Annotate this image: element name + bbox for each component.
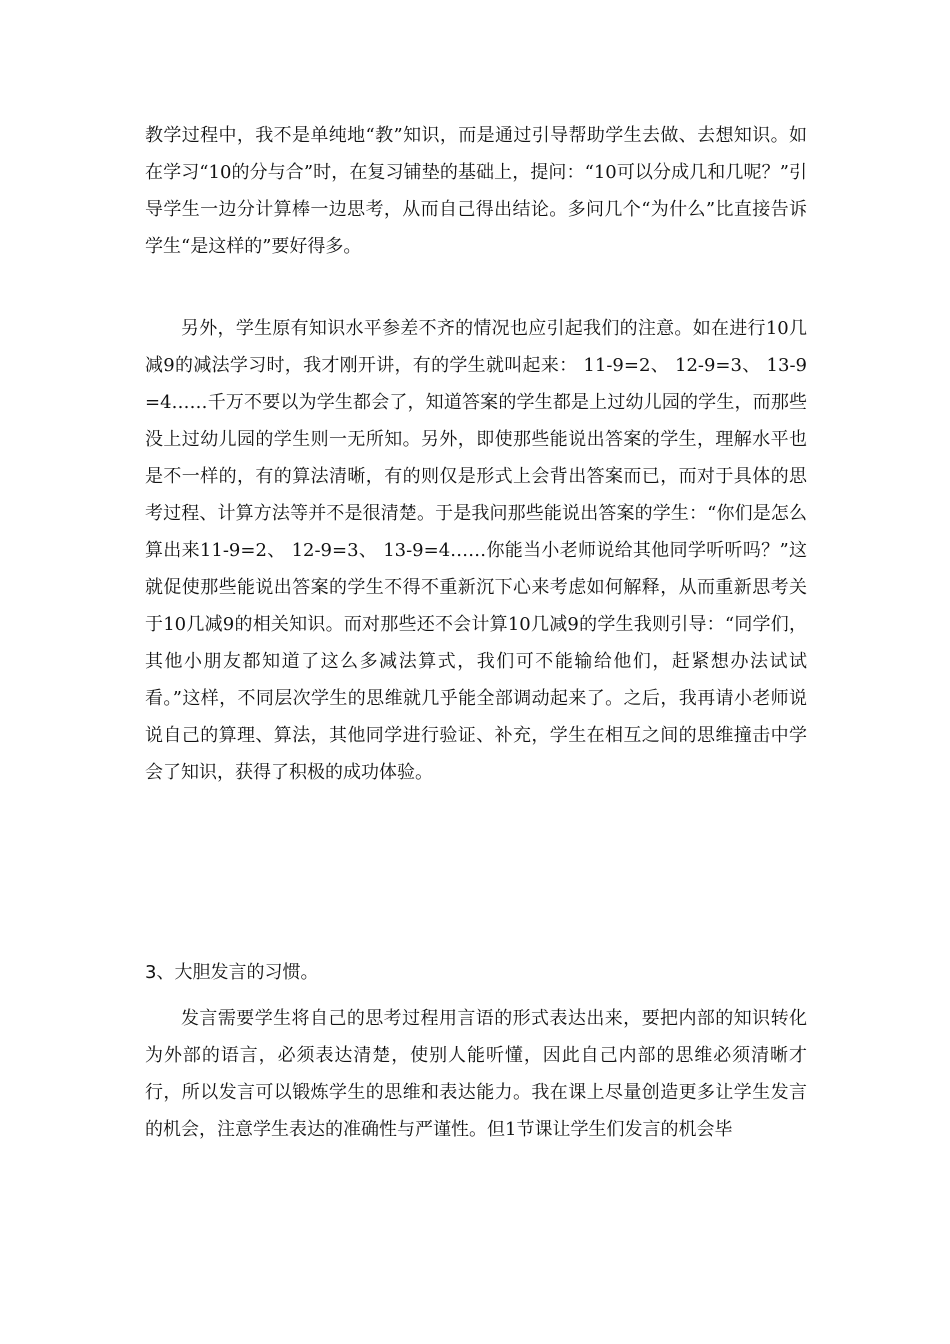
- paragraph-uneven-knowledge: 另外，学生原有知识水平参差不齐的情况也应引起我们的注意。如在进行10几减9的减法学习时，我才刚开讲，有的学生就叫起来： 11-9=2、 12-9=3、 13-9=4……千万不要以为学生都会了，知道答案的学生都是上过幼儿园的学生，而那些没上过幼儿园的学生则一无所知。另外，即使那些能说出答案的学生，理解水平也是不一样的，有的算法清晰，有的则仅是形式上会背出答案而已，而对于具体的思考过程、计算方法等并不是很清楚。于是我问那些能说出答案的学生：“你们是怎么算出来11-9=2、 12-9=3、 13-9=4……你能当小老师说给其他同学听听吗？”这就促使那些能说出答案的学生不得不重新沉下心来考虑如何解释，从而重新思考关于10几减9的相关知识。而对那些还不会计算10几减9的学生我则引导：“同学们，其他小朋友都知道了这么多减法算式，我们可不能输给他们，赶紧想办法试试看。”这样，不同层次学生的思维就几乎能全部调动起来了。之后，我再请小老师说说自己的算理、算法，其他同学进行验证、补充，学生在相互之间的思维撞击中学会了知识，获得了积极的成功体验。: [145, 318, 807, 783]
- paragraph-speaking-habit: 发言需要学生将自己的思考过程用言语的形式表达出来，要把内部的知识转化为外部的语言，必须表达清楚，使别人能听懂，因此自己内部的思维必须清晰才行，所以发言可以锻炼学生的思维和表达能力。我在课上尽量创造更多让学生发言的机会，注意学生表达的准确性与严谨性。但1节课让学生们发言的机会毕: [145, 1008, 807, 1140]
- paragraph-teaching-process: 教学过程中，我不是单纯地“教”知识，而是通过引导帮助学生去做、去想知识。如在学习“10的分与合”时，在复习铺垫的基础上，提问：“10可以分成几和几呢？”引导学生一边分计算棒一边思考，从而自己得出结论。多问几个“为什么”比直接告诉学生“是这样的”要好得多。: [145, 125, 807, 257]
- section-heading: 3、大胆发言的习惯。: [145, 962, 319, 983]
